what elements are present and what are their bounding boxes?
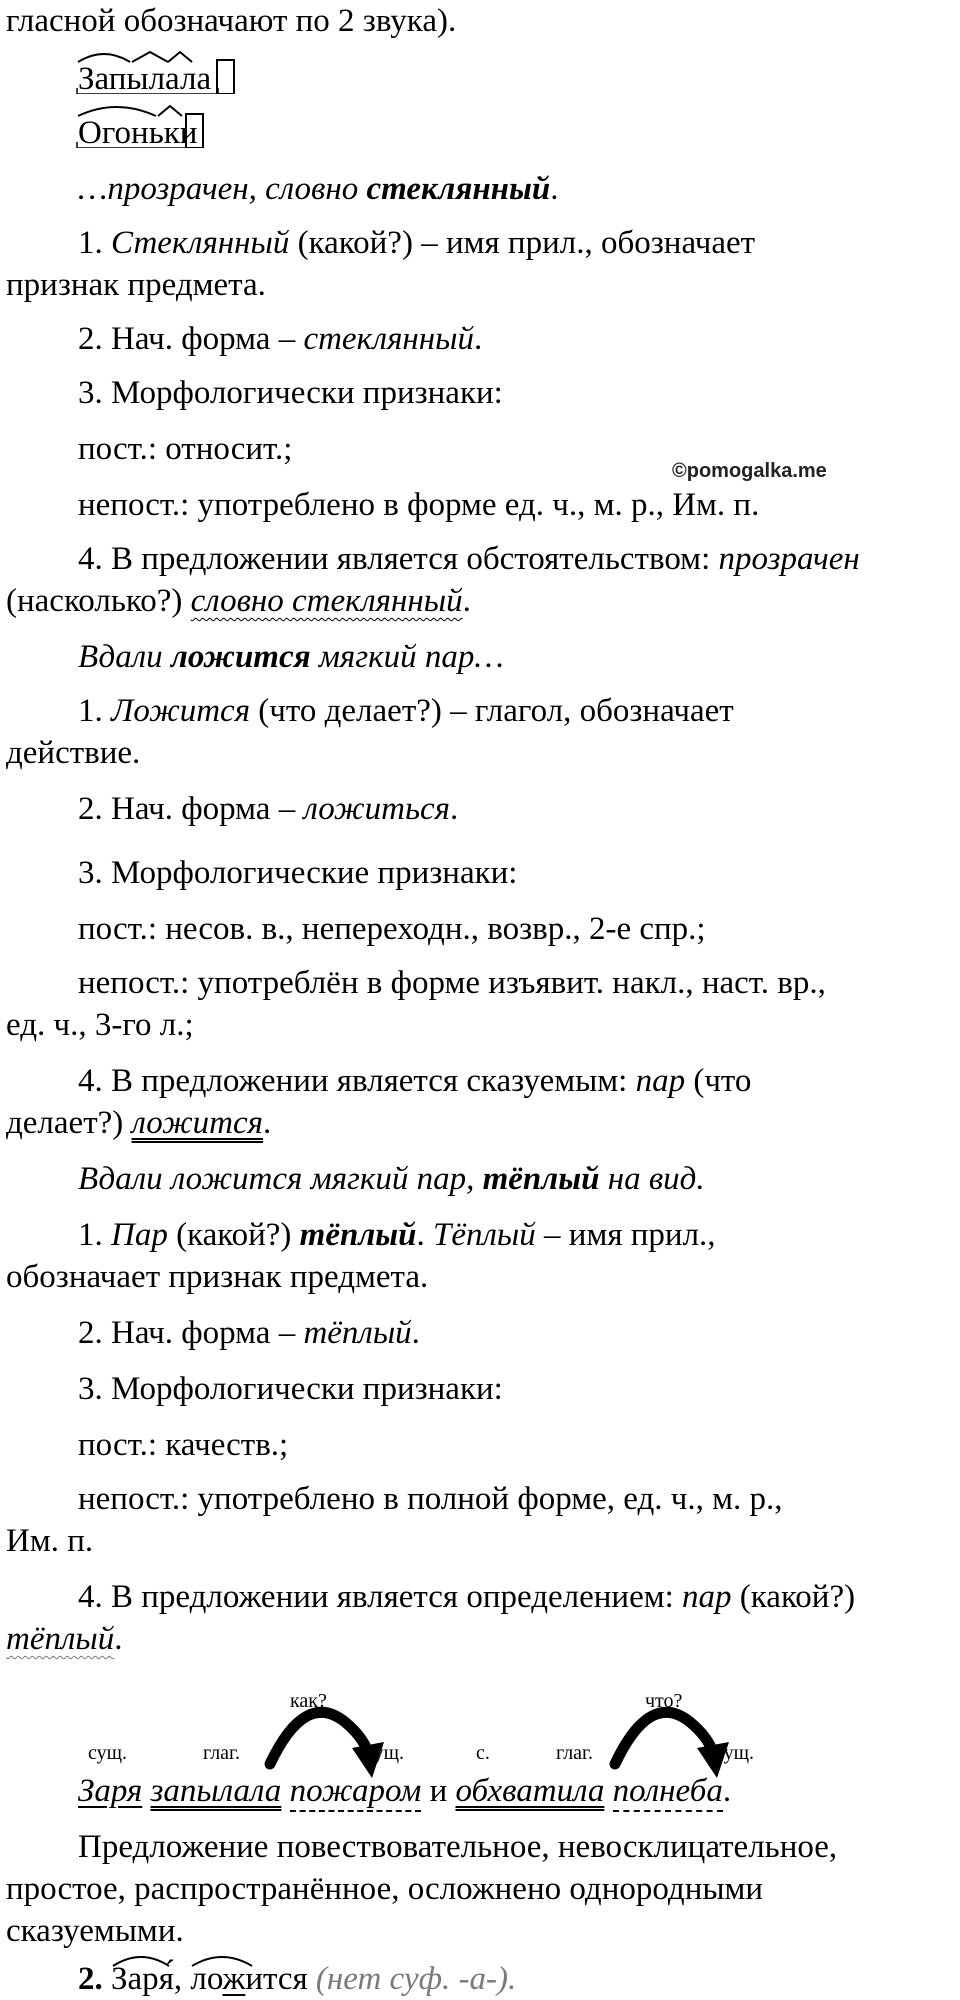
morpheme-word-1 — [78, 58, 211, 100]
block1-sentence-pre: …прозрачен, словно — [78, 171, 367, 207]
watermark: ©pomogalka.me — [672, 460, 827, 482]
block2-p3-var: непост.: употреблён в форме изъявит. накл., наст. вр., — [78, 965, 826, 1001]
block2-p4-underlined: ложится — [131, 1105, 263, 1141]
block2-p4-rest: (что — [685, 1063, 752, 1099]
block3-p2-post: . — [411, 1315, 420, 1351]
block2-p1-rest: (что делает?) – глагол, обозначает — [250, 693, 734, 729]
block1-p4-post: . — [462, 583, 471, 619]
block2-sentence — [78, 636, 504, 678]
parse-word-predicate-2: обхватила — [455, 1773, 605, 1809]
block3-p1 — [78, 1214, 716, 1256]
block3-p1-q: (какой?) — [167, 1217, 300, 1253]
block1-p2 — [78, 318, 482, 360]
block1-p4-word: прозрачен — [718, 541, 860, 577]
block2-sentence-post: мягкий пар… — [310, 639, 504, 675]
block1-p1: 1. Стеклянный (какой?) – имя прил., обозначает — [78, 225, 756, 261]
block3-sentence-pre: Вдали ложится мягкий пар, — [78, 1161, 483, 1197]
block3-p3-var-cont: Им. п. — [6, 1523, 94, 1559]
block2-p2 — [78, 788, 458, 830]
block3-p3-const: пост.: качеств.; — [78, 1427, 289, 1463]
block2-p2-post: . — [449, 791, 459, 827]
block3-sentence-bold: тёплый — [482, 1161, 600, 1197]
block1-p4-underlined: словно стеклянный — [190, 583, 463, 619]
block1-p4-q: (насколько?) — [6, 583, 191, 619]
block1-p3-var: непост.: употреблено в форме ед. ч., м. р., Им. п. — [78, 487, 760, 523]
parse-label-2: глаг. — [203, 1742, 240, 1764]
parse-label-3: сущ. — [365, 1742, 405, 1764]
block2-p1-cont: действие. — [6, 735, 141, 771]
block1-p4-pre: 4. В предложении является обстоятельством: — [78, 541, 719, 577]
block3-p1-cont: обозначает признак предмета. — [6, 1259, 429, 1295]
block2-p3: 3. Морфологические признаки: — [78, 855, 518, 891]
task2-word2-root: ло — [190, 1961, 223, 1997]
task2-word2-root-arc — [190, 1948, 260, 1968]
block2-p2-word: ложиться — [303, 791, 450, 827]
block2-sentence-pre: Вдали — [78, 639, 171, 675]
block3-p1-bold: тёплый — [299, 1217, 417, 1253]
block1-p3-const: пост.: относит.; — [78, 431, 293, 467]
block2-p4-cont-pre: делает?) — [6, 1105, 132, 1141]
block3-p2-pre: 2. Нач. форма – — [78, 1315, 304, 1351]
block3-p1-dot: . — [416, 1217, 434, 1253]
conclusion-line-1: Предложение повествовательное, невосклицательное, — [78, 1829, 838, 1865]
parse-label-1: сущ. — [88, 1742, 128, 1764]
parse-word-adverbial: пожаром — [290, 1773, 422, 1812]
block3-p1-word2: Тёплый — [433, 1217, 536, 1253]
block1-p2-pre: 2. Нач. форма – — [78, 321, 304, 357]
block1-p2-word: стеклянный — [303, 321, 474, 357]
morpheme-word-2-text: Огоньки — [78, 115, 198, 151]
parse-word-predicate-1: запылала — [150, 1773, 282, 1809]
parse-sentence — [78, 1770, 731, 1812]
block1-sentence — [78, 168, 559, 210]
block1-sentence-post: . — [550, 171, 559, 207]
block3-p4-post: . — [114, 1621, 123, 1657]
block1-p4 — [78, 538, 860, 580]
parse-label-5: глаг. — [556, 1742, 593, 1764]
parse-word-conj: и — [429, 1773, 448, 1809]
parse-question-1: как? — [290, 1690, 327, 1712]
task2-word1-root-arc — [111, 1948, 181, 1968]
block2-p4-post: . — [263, 1105, 272, 1141]
block3-sentence-post: на вид. — [599, 1161, 705, 1197]
block3-p4 — [78, 1576, 855, 1618]
task2-word2 — [190, 1958, 307, 2000]
task2-line — [78, 1958, 516, 2000]
block1-p3: 3. Морфологически признаки: — [78, 375, 503, 411]
block3-p4-underlined: тёплый — [6, 1621, 115, 1657]
block2-p1: 1. Ложится (что делает?) – глагол, обозначает — [78, 693, 734, 729]
parse-word-subject: Заря — [78, 1773, 143, 1809]
parse-word-period: . — [722, 1773, 732, 1809]
block2-p4 — [78, 1060, 751, 1102]
block3-p2-word: тёплый — [303, 1315, 412, 1351]
task2-word1-end: я́ — [158, 1961, 174, 1997]
block3-p3: 3. Морфологически признаки: — [78, 1371, 503, 1407]
intro-line: гласной обозначают по 2 звука). — [6, 3, 457, 39]
block1-sentence-bold: стеклянный — [366, 171, 551, 207]
block1-p1-cont: признак предмета. — [6, 267, 266, 303]
morpheme-word-2 — [78, 112, 197, 154]
block1-p4-cont — [6, 580, 471, 622]
task2-number: 2. — [78, 1961, 103, 1997]
block1-p1-rest: (какой?) – имя прил., обозначает — [289, 225, 756, 261]
parse-question-2: что? — [645, 1690, 683, 1712]
block2-sentence-bold: ложится — [170, 639, 311, 675]
block3-sentence — [78, 1158, 705, 1200]
task2-word1-root: Зар — [111, 1961, 159, 1997]
block3-p1-rest: – имя прил., — [535, 1217, 716, 1253]
conclusion-line-2: простое, распространённое, осложнено однородными — [6, 1871, 764, 1907]
block3-p4-pre: 4. В предложении является определением: — [78, 1579, 683, 1615]
block3-p2 — [78, 1312, 420, 1354]
block2-p1-word: Ложится — [111, 693, 251, 729]
block2-p4-pre: 4. В предложении является сказуемым: — [78, 1063, 636, 1099]
block3-p4-word: пар — [682, 1579, 732, 1615]
block3-p1-word: Пар — [111, 1217, 168, 1253]
block2-p3-var-cont: ед. ч., 3-го л.; — [6, 1007, 194, 1043]
task2-note: (нет суф. -а-). — [307, 1961, 517, 1997]
block1-p2-post: . — [474, 321, 483, 357]
task2-separator: , — [173, 1961, 191, 1997]
block1-p1-word: Стеклянный — [111, 225, 290, 261]
task2-word1 — [111, 1958, 174, 2000]
task2-word2-letter: ж — [222, 1961, 246, 1997]
block2-p3-const: пост.: несов. в., непереходн., возвр., 2-е спр.; — [78, 911, 706, 947]
conclusion-line-3: сказуемыми. — [6, 1913, 184, 1949]
parse-label-4: с. — [476, 1742, 490, 1764]
block3-p4-cont — [6, 1618, 122, 1660]
block2-p4-word: пар — [635, 1063, 686, 1099]
block3-p4-rest: (какой?) — [731, 1579, 856, 1615]
block2-p4-cont — [6, 1102, 271, 1144]
parse-word-object: полнеба — [613, 1773, 723, 1812]
task2-word2-end: ится — [245, 1961, 308, 1997]
block3-p1-num: 1. — [78, 1217, 111, 1253]
parse-label-6: сущ. — [715, 1742, 755, 1764]
block3-p3-var: непост.: употреблено в полной форме, ед. ч., м. р., — [78, 1481, 783, 1517]
block2-p2-pre: 2. Нач. форма – — [78, 791, 304, 827]
morpheme-word-1-text: Запылала — [78, 61, 212, 97]
